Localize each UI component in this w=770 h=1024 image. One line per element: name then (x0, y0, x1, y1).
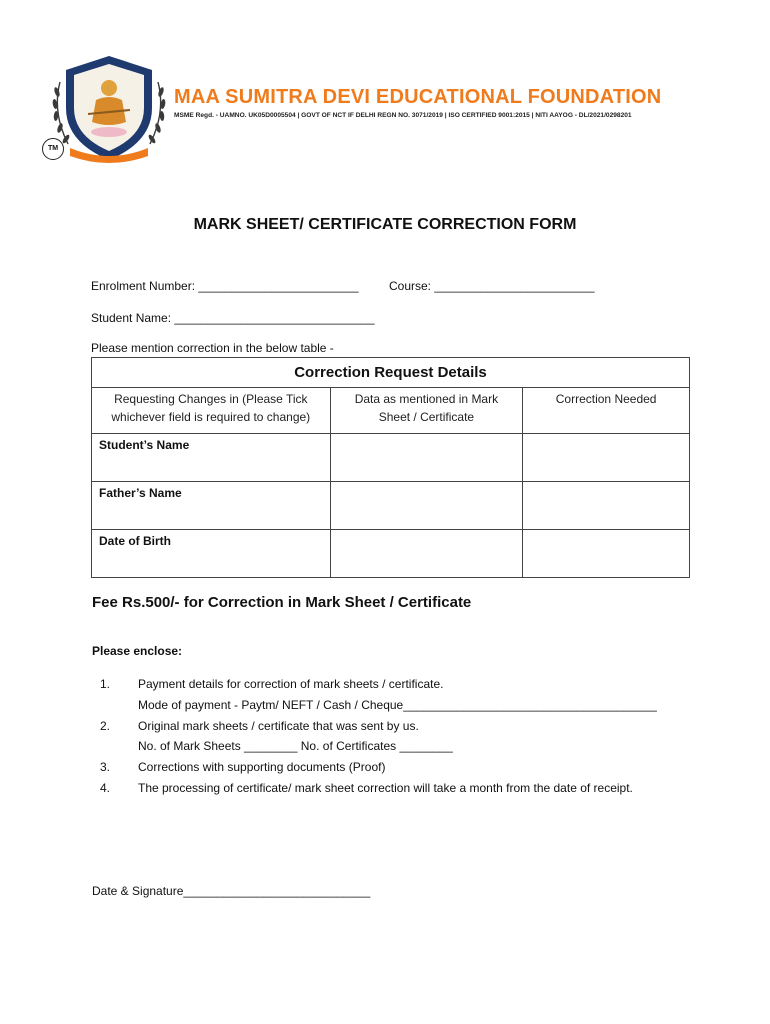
list-number: 2. (100, 719, 111, 733)
existing-data-cell[interactable] (330, 530, 523, 578)
row-label-father-name[interactable]: Father’s Name (92, 482, 331, 530)
row-label-student-name[interactable]: Student’s Name (92, 434, 331, 482)
list-item: The processing of certificate/ mark sheet correction will take a month from the date of receipt. (138, 781, 633, 795)
table-instruction: Please mention correction in the below table - (91, 341, 334, 355)
correction-cell[interactable] (523, 482, 690, 530)
sheet-count-field[interactable]: No. of Mark Sheets ________ No. of Certificates ________ (138, 739, 453, 753)
organization-name: MAA SUMITRA DEVI EDUCATIONAL FOUNDATION (174, 86, 662, 108)
foundation-logo (48, 52, 170, 170)
existing-data-cell[interactable] (330, 482, 523, 530)
student-name-field[interactable]: Student Name: ______________________________ (91, 311, 375, 325)
table-row (92, 434, 690, 482)
column-header-existing-data: Data as mentioned in Mark Sheet / Certificate (330, 388, 523, 434)
list-item: Original mark sheets / certificate that was sent by us. (138, 719, 419, 733)
correction-cell[interactable] (523, 434, 690, 482)
correction-cell[interactable] (523, 530, 690, 578)
course-field[interactable]: Course: ________________________ (389, 279, 595, 293)
registration-details: MSME Regd. - UAMNO. UK05D0005504 | GOVT OF NCT IF DELHI REGN NO. 3071/2019 | ISO CERTIFIED 9001:2015 | NITI AAYOG - DL/2021/0298201 (174, 112, 632, 119)
column-header-requesting-changes: Requesting Changes in (Please Tick whichever field is required to change) (92, 388, 331, 434)
date-signature-field[interactable]: Date & Signature____________________________ (92, 884, 371, 898)
list-item: Corrections with supporting documents (Proof) (138, 760, 386, 774)
correction-request-table (91, 357, 690, 578)
enclose-heading: Please enclose: (92, 644, 183, 658)
row-label-date-of-birth[interactable]: Date of Birth (92, 530, 331, 578)
payment-mode-field[interactable]: Mode of payment - Paytm/ NEFT / Cash / Cheque______________________________________ (138, 698, 657, 712)
table-row (92, 530, 690, 578)
list-number: 4. (100, 781, 111, 795)
table-row (92, 482, 690, 530)
tm-mark: TM (42, 138, 64, 160)
column-header-correction-needed: Correction Needed (523, 388, 690, 434)
fee-heading: Fee Rs.500/- for Correction in Mark Sheet / Certificate (92, 594, 472, 611)
list-item: Payment details for correction of mark sheets / certificate. (138, 677, 444, 691)
existing-data-cell[interactable] (330, 434, 523, 482)
form-title: MARK SHEET/ CERTIFICATE CORRECTION FORM (193, 216, 577, 233)
list-number: 3. (100, 760, 111, 774)
table-caption: Correction Request Details (92, 358, 690, 388)
list-number: 1. (100, 677, 111, 691)
enrolment-number-field[interactable]: Enrolment Number: ________________________ (91, 279, 359, 293)
